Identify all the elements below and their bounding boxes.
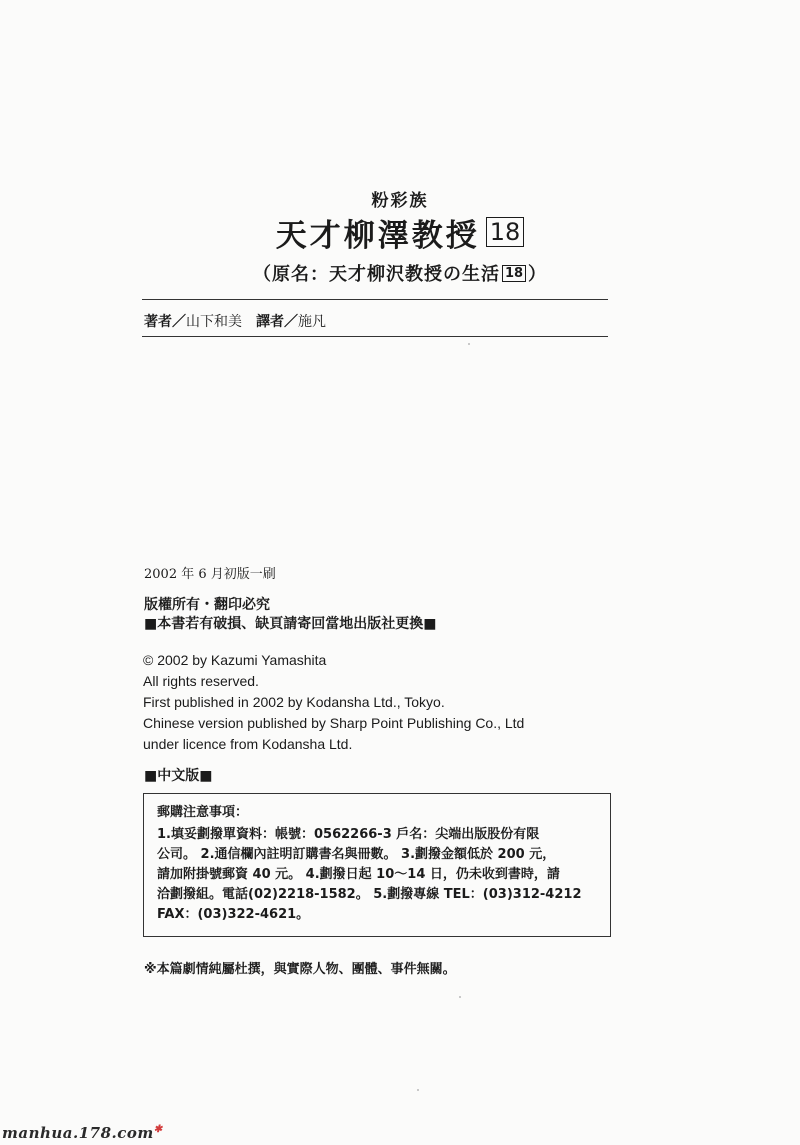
- original-title-prefix: （原名：天才柳沢教授の生活: [252, 264, 500, 285]
- copyright-line: First published in 2002 by Kodansha Ltd., Tokyo.: [143, 694, 445, 710]
- copyright-line: © 2002 by Kazumi Yamashita: [143, 652, 327, 668]
- mail-order-line: FAX：(03)322-4621。: [157, 907, 310, 922]
- divider-line: [142, 299, 608, 300]
- volume-number-box: 18: [486, 217, 525, 247]
- scan-speck: [417, 1089, 419, 1091]
- mail-order-line: 1.填妥劃撥單資料：帳號：0562266-3 戶名：尖端出版股份有限: [157, 827, 540, 842]
- mail-order-line: 洽劃撥組。電話(02)2218-1582。 5.劃撥專線 TEL：(03)312-4212: [157, 887, 582, 902]
- copyright-line: All rights reserved.: [143, 673, 259, 689]
- damage-notice: ■本書若有破損、缺頁請寄回當地出版社更換■: [144, 616, 437, 632]
- author-label: 著者／: [144, 314, 186, 330]
- disclaimer: ※本篇劇情純屬杜撰，與實際人物、團體、事件無關。: [144, 962, 456, 977]
- copyright-line: Chinese version published by Sharp Point Publishing Co., Ltd: [143, 715, 525, 731]
- watermark: [2, 1124, 163, 1142]
- copyright-line: under licence from Kodansha Ltd.: [143, 736, 353, 752]
- rights-notice: 版權所有・翻印必究: [144, 597, 270, 613]
- credits: [144, 311, 326, 331]
- edition-info: 2002 年 6 月初版一刷: [144, 567, 276, 582]
- mail-order-heading: 郵購注意事項：: [157, 805, 249, 820]
- original-title-suffix: ）: [528, 264, 548, 285]
- original-volume-box: 18: [502, 265, 526, 282]
- translator-label: 譯者／: [256, 314, 298, 330]
- series-label: 粉彩族: [371, 191, 429, 211]
- divider-line-2: [142, 336, 608, 337]
- mail-order-line: 請加附掛號郵資 40 元。 4.劃撥日起 10～14 日，仍未收到書時，請: [157, 867, 560, 882]
- scan-speck: [468, 343, 470, 345]
- mail-order-line: 公司。 2.通信欄內註明訂購書名與冊數。 3.劃撥金額低於 200 元，: [157, 847, 556, 862]
- watermark-text: manhua.178.com: [2, 1124, 154, 1142]
- scan-speck: [459, 996, 461, 998]
- mail-order-box: [143, 793, 611, 937]
- star-icon: ✱: [153, 1124, 163, 1135]
- author-name: 山下和美: [186, 314, 242, 330]
- translator-name: 施凡: [298, 314, 326, 330]
- book-title-text: 天才柳澤教授: [275, 217, 480, 254]
- book-title: [0, 212, 800, 252]
- copyright-block: [143, 650, 524, 755]
- original-title: [0, 260, 800, 286]
- chinese-version-label: ■中文版■: [144, 768, 213, 784]
